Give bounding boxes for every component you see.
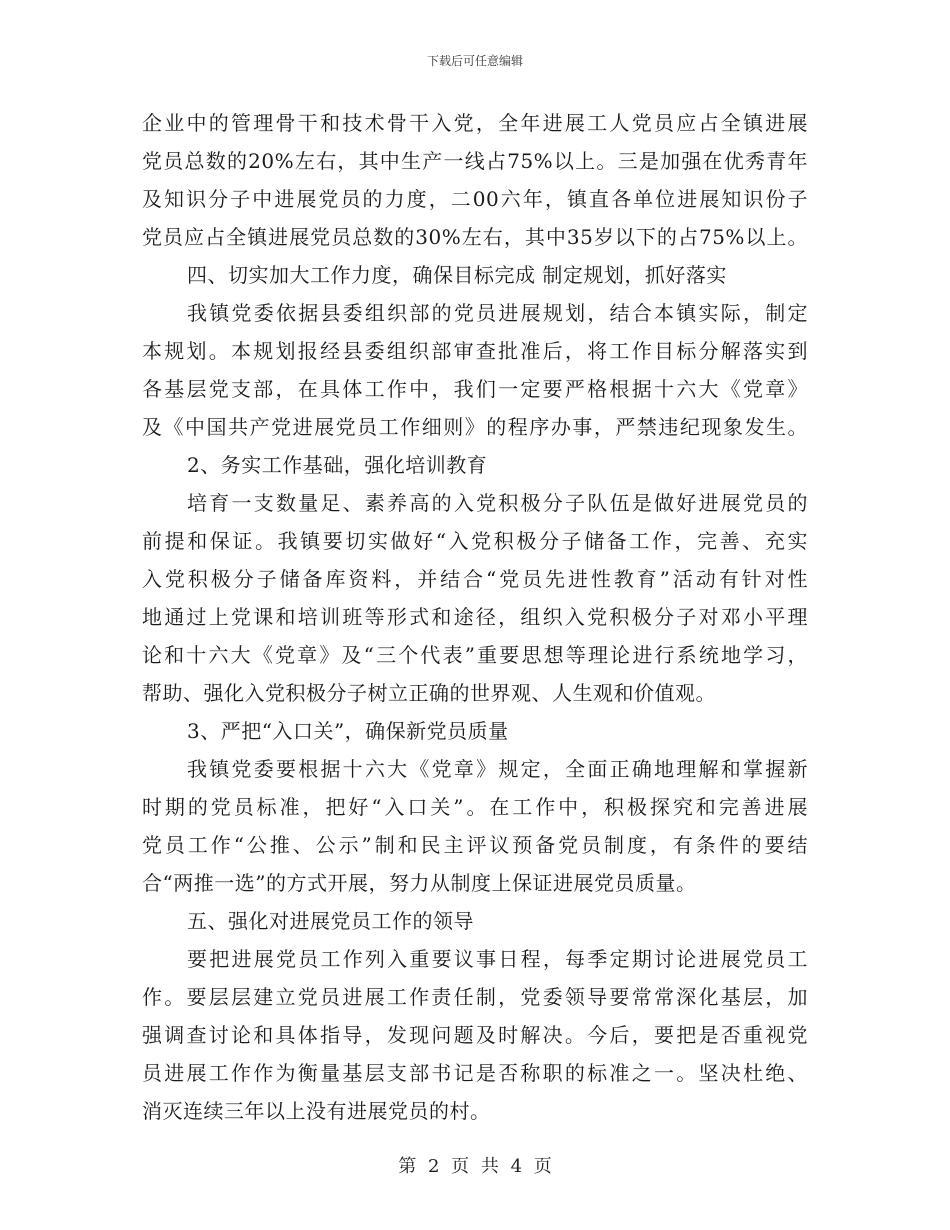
body-line: 企业中的管理骨干和技术骨干入党，全年进展工人党员应占全镇进展 [142, 111, 808, 135]
body-line: 前提和保证。我镇要切实做好“入党积极分子储备工作，完善、充实 [142, 529, 808, 553]
section-heading: 四、切实加大工作力度，确保目标完成 制定规划，抓好落实 [187, 263, 727, 287]
body-line: 本规划。本规划报经县委组织部审查批准后，将工作目标分解落实到 [142, 339, 808, 363]
body-line: 及知识分子中进展党员的力度，二00六年，镇直各单位进展知识份子 [142, 187, 808, 211]
body-line: 帮助、强化入党积极分子树立正确的世界观、人生观和价值观。 [142, 681, 716, 705]
body-line: 各基层党支部，在具体工作中，我们一定要严格根据十六大《党章》 [142, 377, 808, 401]
body-line: 党员工作“公推、公示”制和民主评议预备党员制度，有条件的要结 [142, 833, 808, 857]
body-line: 员进展工作作为衡量基层支部书记是否称职的标准之一。坚决杜绝、 [142, 1061, 808, 1085]
body-line: 党员应占全镇进展党员总数的30%左右，其中35岁以下的占75%以上。 [142, 225, 808, 249]
section-heading: 3、严把“入口关”，确保新党员质量 [187, 719, 509, 743]
body-line: 论和十六大《党章》及“三个代表”重要思想等理论进行系统地学习， [142, 643, 808, 667]
body-line: 党员总数的20%左右，其中生产一线占75%以上。三是加强在优秀青年 [142, 149, 808, 173]
body-line: 我镇党委依据县委组织部的党员进展规划，结合本镇实际，制定 [187, 301, 808, 325]
body-line: 合“两推一选”的方式开展，努力从制度上保证进展党员质量。 [142, 871, 697, 895]
section-heading: 五、强化对进展党员工作的领导 [187, 909, 474, 933]
body-line: 我镇党委要根据十六大《党章》规定，全面正确地理解和掌握新 [187, 757, 808, 781]
body-line: 入党积极分子储备库资料，并结合“党员先进性教育”活动有针对性 [142, 567, 808, 591]
body-line: 培育一支数量足、素养高的入党积极分子队伍是做好进展党员的 [187, 491, 808, 515]
body-line: 地通过上党课和培训班等形式和途径，组织入党积极分子对邓小平理 [142, 605, 808, 629]
document-body [142, 104, 808, 1130]
body-line: 强调查讨论和具体指导，发现问题及时解决。今后，要把是否重视党 [142, 1023, 808, 1047]
page-header: 下载后可任意编辑 [426, 54, 523, 68]
body-line: 时期的党员标准，把好“入口关”。在工作中，积极探究和完善进展 [142, 795, 808, 819]
body-line: 及《中国共产党进展党员工作细则》的程序办事，严禁违纪现象发生。 [142, 415, 808, 439]
body-line: 消灭连续三年以上没有进展党员的村。 [142, 1099, 491, 1123]
page-number: 第 2 页 共 4 页 [398, 1156, 552, 1177]
section-heading: 2、务实工作基础，强化培训教育 [187, 453, 488, 477]
body-line: 作。要层层建立党员进展工作责任制，党委领导要常常深化基层，加 [142, 985, 808, 1009]
body-line: 要把进展党员工作列入重要议事日程，每季定期讨论进展党员工 [187, 947, 808, 971]
